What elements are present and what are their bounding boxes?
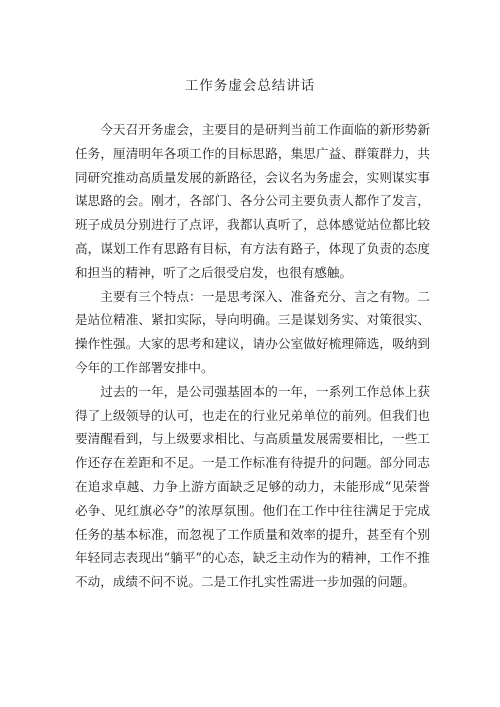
paragraph-1: 今天召开务虚会，主要目的是研判当前工作面临的新形势新任务，厘清明年各项工作的目标思路，集思广益、群策群力，共同研究推动高质量发展的新路径，会议名为务虚会，实则谋实事谋思路的会。刚才，各部门、各分公司主要负责人都作了发言，班子成员分别进行了点评，我都认真听了，总体感觉站位都比较高，谋划工作有思路有目标，有方法有路子，体现了负责的态度和担当的精神，听了之后很受启发，也很有感触。 xyxy=(75,122,430,280)
document-body xyxy=(75,118,430,594)
paragraph-2: 主要有三个特点：一是思考深入、准备充分、言之有物。二是站位精准、紧扣实际，导向明确。三是谋划务实、对策很实、操作性强。大家的思考和建议，请办公室做好梳理筛选，吸纳到今年的工作部署安排中。 xyxy=(75,288,430,375)
paragraph-3: 过去的一年，是公司强基固本的一年，一系列工作总体上获得了上级领导的认可，也走在的行业兄弟单位的前列。但我们也要清醒看到，与上级要求相比、与高质量发展需要相比，一些工作还存在差距和不足。一是工作标准有待提升的问题。部分同志在追求卓越、力争上游方面缺乏足够的动力，未能形成“见荣誉必争、见红旗必夺”的浓厚氛围。他们在工作中往往满足于完成任务的基本标准，而忽视了工作质量和效率的提升，甚至有个别年轻同志表现出“躺平”的心态，缺乏主动作为的精神，工作不推不动，成绩不问不说。二是工作扎实性需进一步加强的问题。 xyxy=(75,383,430,590)
document-title: 工作务虚会总结讲话 xyxy=(184,78,316,94)
